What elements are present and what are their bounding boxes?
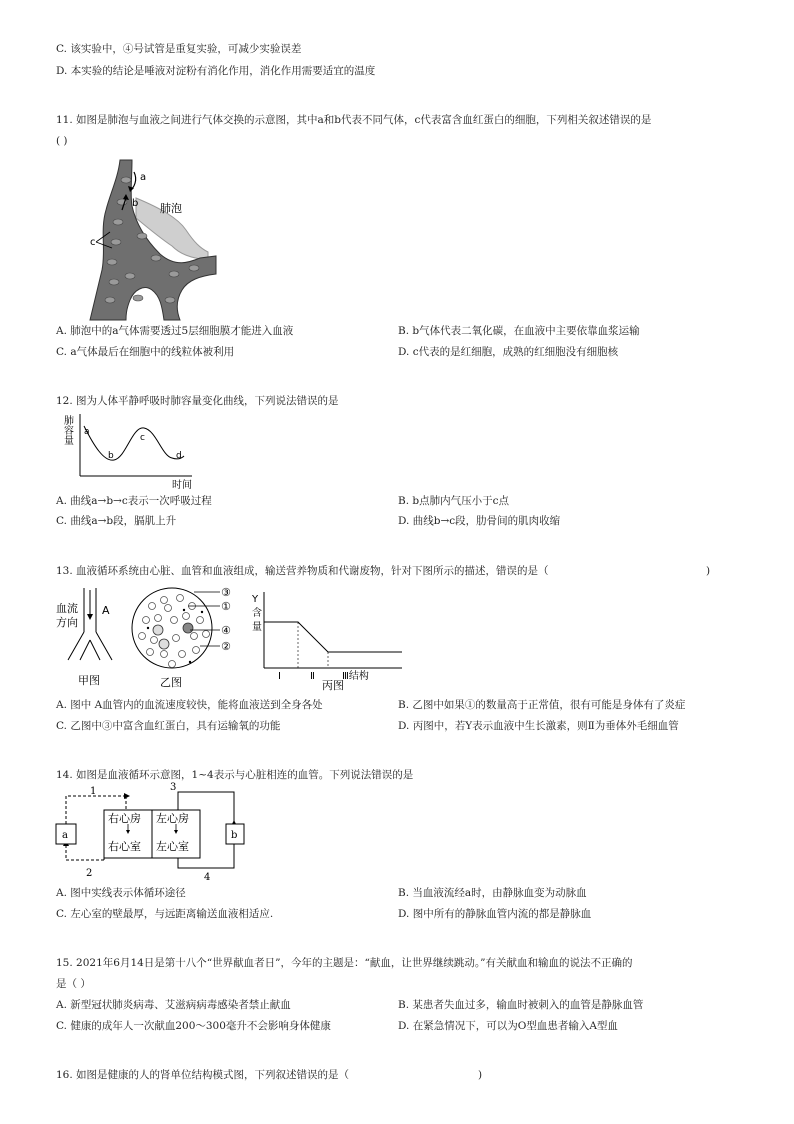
q13-seg-2: Ⅱ — [310, 671, 315, 682]
q13-flow-label-1: 血流 — [56, 602, 78, 615]
q14-left-atrium: 左心房 — [156, 812, 189, 825]
q14-option-d: D. 图中所有的静脉血管内流的都是静脉血 — [398, 908, 592, 920]
q13-ylabel: Y — [252, 594, 259, 605]
q13-option-d: D. 丙图中，若Y表示血液中生长激素，则Ⅱ为垂体外毛细血管 — [398, 720, 679, 732]
q14-vessel-1: 1 — [90, 786, 97, 797]
q13-num-3: ③ — [221, 586, 231, 599]
q11-option-c: C. a气体最后在细胞中的线粒体被利用 — [56, 346, 235, 358]
q13-stem: 13. 血液循环系统由心脏、血管和血液组成，输送营养物质和代谢废物，针对下图所示的描述，错误的是（ — [56, 565, 549, 577]
q13-seg-1: Ⅰ — [278, 671, 281, 682]
q12-point-c: c — [140, 433, 145, 443]
q12-option-c: C. 曲线a→b段，膈肌上升 — [56, 515, 177, 527]
q14-vessel-2: 2 — [86, 868, 93, 879]
q12-ylabel-1: 肺 — [64, 416, 74, 427]
q13-fig-bing — [250, 590, 410, 692]
q14-vessel-3: 3 — [170, 782, 177, 793]
q11-label-alveolus: 肺泡 — [160, 202, 182, 215]
q12-point-b: b — [108, 451, 114, 461]
q13-arrow-label-a: A — [102, 604, 110, 617]
q13-close: ) — [706, 565, 711, 577]
q14-box-a: a — [62, 830, 68, 841]
q14-stem: 14. 如图是血液循环示意图，1~4表示与心脏相连的血管。下列说法错误的是 — [56, 769, 414, 781]
q12-option-a: A. 曲线a→b→c表示一次呼吸过程 — [56, 495, 212, 507]
q13-num-4: ④ — [221, 624, 231, 637]
q11-alveolus-figure — [90, 150, 220, 322]
q16-close: ) — [478, 1069, 483, 1081]
q14-circulation-diagram — [54, 784, 254, 884]
q11-label-b: b — [132, 198, 139, 209]
q16-stem: 16. 如图是健康的人的肾单位结构模式图，下列叙述错误的是（ — [56, 1069, 350, 1081]
q12-ylabel-2: 容 — [64, 426, 74, 437]
q14-right-atrium: 右心房 — [108, 812, 141, 825]
q12-ylabel-3: 量 — [64, 436, 74, 447]
q13-caption-yi: 乙图 — [160, 676, 182, 689]
q13-flow-label-2: 方向 — [56, 616, 78, 629]
q12-option-d: D. 曲线b→c段，肋骨间的肌肉收缩 — [398, 515, 561, 527]
q13-fig-jia — [56, 588, 126, 686]
q14-vessel-4: 4 — [204, 872, 211, 883]
q11-option-b: B. b气体代表二氧化碳，在血液中主要依靠血浆运输 — [398, 325, 640, 337]
q12-lung-volume-chart — [60, 410, 200, 490]
q13-ylabel-2: 含 — [252, 608, 262, 619]
q13-caption-jia: 甲图 — [78, 674, 100, 687]
q14-left-ventricle: 左心室 — [156, 840, 189, 853]
q15-stem-2: 是（ ） — [56, 978, 91, 990]
q10-option-c: C. 该实验中，④号试管是重复实验，可减少实验误差 — [56, 43, 302, 55]
q13-option-a: A. 图中 A血管内的血流速度较快，能将血液送到全身各处 — [56, 699, 323, 711]
q14-option-b: B. 当血液流经a时，由静脉血变为动脉血 — [398, 887, 587, 899]
q11-label-a: a — [140, 172, 147, 183]
q13-fig-yi — [128, 584, 240, 688]
q11-option-a: A. 肺泡中的a气体需要透过5层细胞膜才能进入血液 — [56, 325, 294, 337]
q12-stem: 12. 图为人体平静呼吸时肺容量变化曲线，下列说法错误的是 — [56, 395, 339, 407]
q14-option-a: A. 图中实线表示体循环途径 — [56, 887, 186, 899]
q13-option-c: C. 乙图中③中富含血红蛋白，具有运输氧的功能 — [56, 720, 281, 732]
q14-box-b: b — [231, 830, 238, 841]
q11-blank: ( ) — [56, 135, 68, 147]
q15-option-c: C. 健康的成年人一次献血200～300毫升不会影响身体健康 — [56, 1020, 331, 1032]
q11-label-c: c — [90, 237, 96, 248]
q11-option-d: D. c代表的是红细胞，成熟的红细胞没有细胞核 — [398, 346, 619, 358]
q12-xlabel: 时间 — [172, 480, 192, 491]
q13-num-1: ① — [221, 600, 231, 613]
q15-option-d: D. 在紧急情况下，可以为O型血患者输入A型血 — [398, 1020, 618, 1032]
q12-point-d: d — [176, 451, 182, 461]
q15-stem: 15. 2021年6月14日是第十八个“世界献血者日”，今年的主题是：“献血，让世界继续跳动。”有关献血和输血的说法不正确的 — [56, 957, 633, 969]
q13-seg-3: Ⅲ结构 — [342, 671, 369, 682]
q10-option-d: D. 本实验的结论是唾液对淀粉有消化作用，消化作用需要适宜的温度 — [56, 65, 376, 77]
q13-ylabel-3: 量 — [252, 622, 262, 633]
q11-stem: 11. 如图是肺泡与血液之间进行气体交换的示意图，其中a和b代表不同气体，c代表富含血红蛋白的细胞，下列相关叙述错误的是 — [56, 114, 652, 126]
q12-point-a: a — [84, 427, 90, 437]
q15-option-a: A. 新型冠状肺炎病毒、艾滋病病毒感染者禁止献血 — [56, 999, 291, 1011]
q13-option-b: B. 乙图中如果①的数量高于正常值，很有可能是身体有了炎症 — [398, 699, 686, 711]
q14-right-ventricle: 右心室 — [108, 840, 141, 853]
q12-option-b: B. b点肺内气压小于c点 — [398, 495, 509, 507]
q15-option-b: B. 某患者失血过多，输血时被刺入的血管是静脉血管 — [398, 999, 644, 1011]
q13-caption-bing: 丙图 — [322, 679, 344, 692]
q13-num-2: ② — [221, 640, 231, 653]
q14-option-c: C. 左心室的壁最厚，与远距离输送血液相适应. — [56, 908, 274, 920]
